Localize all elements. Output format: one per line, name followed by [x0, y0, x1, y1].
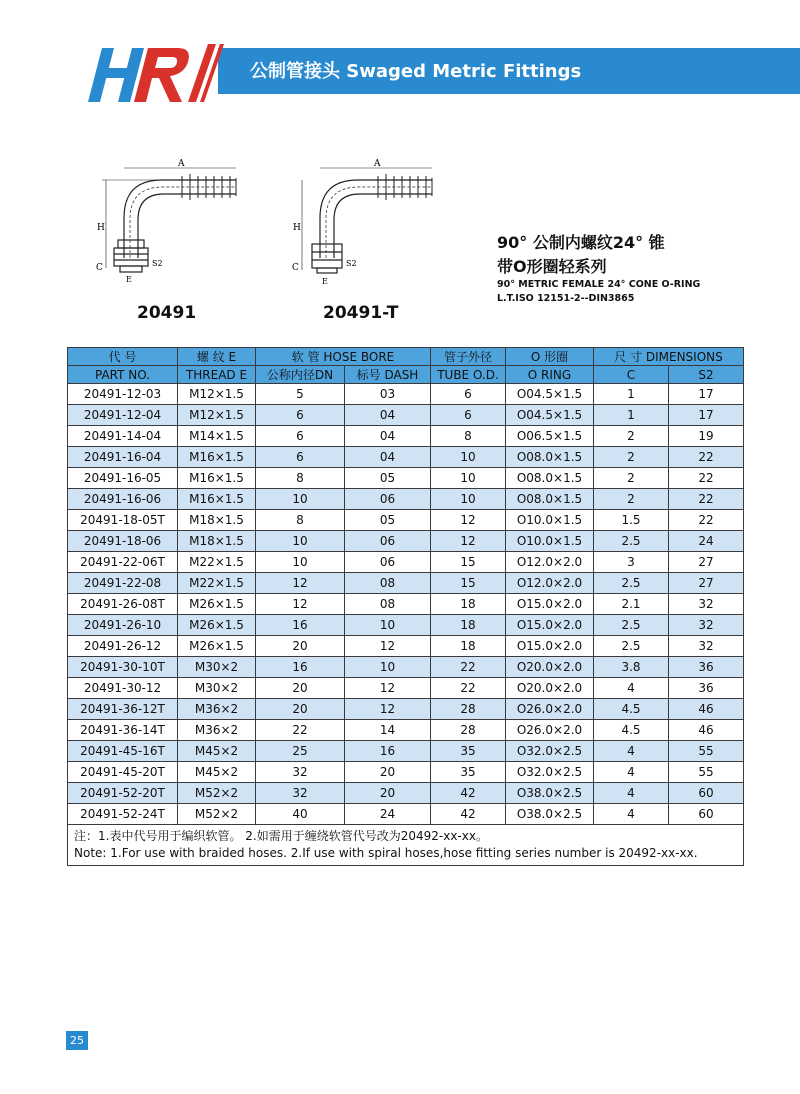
table-row: [68, 510, 744, 531]
cell-thread: M16×1.5: [178, 447, 256, 468]
cell-c: 2: [594, 468, 669, 489]
product-title-en-standard: L.T.ISO 12151-2--DIN3865: [497, 293, 635, 304]
cell-dn: 20: [256, 699, 345, 720]
cell-part-no: 20491-18-05T: [68, 510, 178, 531]
cell-part-no: 20491-26-10: [68, 615, 178, 636]
cell-dash: 08: [345, 573, 431, 594]
cell-tube-od: 35: [431, 762, 506, 783]
svg-text:C: C: [292, 263, 299, 273]
cell-dn: 5: [256, 384, 345, 405]
cell-oring: O32.0×2.5: [506, 741, 594, 762]
cell-thread: M52×2: [178, 804, 256, 825]
cell-thread: M26×1.5: [178, 594, 256, 615]
cell-tube-od: 22: [431, 657, 506, 678]
cell-dash: 04: [345, 405, 431, 426]
col-header-part-no: PART NO.: [68, 366, 178, 384]
cell-s2: 46: [669, 699, 744, 720]
cell-dn: 8: [256, 468, 345, 489]
cell-oring: O26.0×2.0: [506, 720, 594, 741]
col-header-hose-bore: 软 管 HOSE BORE: [256, 348, 431, 366]
cell-dash: 20: [345, 783, 431, 804]
cell-s2: 27: [669, 552, 744, 573]
svg-text:E: E: [126, 275, 132, 284]
cell-dash: 10: [345, 657, 431, 678]
table-body: [68, 384, 744, 825]
cell-oring: O15.0×2.0: [506, 594, 594, 615]
cell-dn: 6: [256, 447, 345, 468]
cell-thread: M30×2: [178, 657, 256, 678]
cell-dash: 24: [345, 804, 431, 825]
cell-oring: O04.5×1.5: [506, 384, 594, 405]
cell-c: 2: [594, 489, 669, 510]
cell-c: 2.5: [594, 615, 669, 636]
cell-s2: 22: [669, 468, 744, 489]
product-title-cn-line-2: 带O形圈轻系列: [497, 257, 607, 276]
cell-part-no: 20491-16-05: [68, 468, 178, 489]
cell-dash: 20: [345, 762, 431, 783]
cell-thread: M12×1.5: [178, 384, 256, 405]
cell-dn: 16: [256, 615, 345, 636]
cell-thread: M18×1.5: [178, 510, 256, 531]
cell-oring: O10.0×1.5: [506, 510, 594, 531]
product-title-en-line-1: 90° METRIC FEMALE 24° CONE O-RING: [497, 279, 701, 290]
hr-logo-icon: [84, 38, 224, 104]
cell-tube-od: 18: [431, 594, 506, 615]
cell-c: 3.8: [594, 657, 669, 678]
cell-c: 2.1: [594, 594, 669, 615]
cell-oring: O06.5×1.5: [506, 426, 594, 447]
cell-s2: 24: [669, 531, 744, 552]
cell-part-no: 20491-12-03: [68, 384, 178, 405]
cell-s2: 22: [669, 489, 744, 510]
cell-thread: M36×2: [178, 720, 256, 741]
cell-part-no: 20491-14-04: [68, 426, 178, 447]
product-title-cn-line-1: 90° 公制内螺纹24° 锥: [497, 233, 665, 252]
col-header-dn: 公称内径DN: [256, 366, 345, 384]
cell-dn: 16: [256, 657, 345, 678]
cell-part-no: 20491-52-24T: [68, 804, 178, 825]
cell-s2: 22: [669, 447, 744, 468]
table-row: [68, 720, 744, 741]
cell-oring: O26.0×2.0: [506, 699, 594, 720]
cell-thread: M16×1.5: [178, 489, 256, 510]
col-header-part-cn: 代 号: [68, 348, 178, 366]
cell-part-no: 20491-22-06T: [68, 552, 178, 573]
cell-dn: 10: [256, 489, 345, 510]
cell-tube-od: 28: [431, 720, 506, 741]
cell-part-no: 20491-45-16T: [68, 741, 178, 762]
cell-tube-od: 6: [431, 384, 506, 405]
table-row: [68, 762, 744, 783]
cell-dash: 08: [345, 594, 431, 615]
cell-oring: O12.0×2.0: [506, 552, 594, 573]
col-header-oring: O RING: [506, 366, 594, 384]
cell-dash: 05: [345, 468, 431, 489]
cell-dash: 05: [345, 510, 431, 531]
table-row: [68, 405, 744, 426]
cell-dn: 12: [256, 594, 345, 615]
cell-s2: 32: [669, 636, 744, 657]
cell-s2: 55: [669, 762, 744, 783]
svg-text:H: H: [97, 223, 105, 233]
cell-s2: 60: [669, 804, 744, 825]
cell-tube-od: 12: [431, 510, 506, 531]
cell-part-no: 20491-22-08: [68, 573, 178, 594]
table-row: [68, 678, 744, 699]
cell-dn: 22: [256, 720, 345, 741]
cell-tube-od: 8: [431, 426, 506, 447]
cell-tube-od: 18: [431, 636, 506, 657]
cell-part-no: 20491-30-12: [68, 678, 178, 699]
svg-text:E: E: [322, 277, 328, 286]
cell-thread: M12×1.5: [178, 405, 256, 426]
cell-s2: 17: [669, 405, 744, 426]
cell-c: 4: [594, 678, 669, 699]
cell-tube-od: 42: [431, 804, 506, 825]
col-header-c: C: [594, 366, 669, 384]
cell-part-no: 20491-52-20T: [68, 783, 178, 804]
table-header-row: [68, 348, 744, 366]
cell-dash: 12: [345, 699, 431, 720]
cell-tube-od: 10: [431, 489, 506, 510]
table-row: [68, 741, 744, 762]
cell-oring: O08.0×1.5: [506, 468, 594, 489]
cell-oring: O08.0×1.5: [506, 489, 594, 510]
col-header-tube-cn: 管子外径: [431, 348, 506, 366]
cell-oring: O15.0×2.0: [506, 615, 594, 636]
cell-tube-od: 6: [431, 405, 506, 426]
cell-c: 4: [594, 762, 669, 783]
table-row: [68, 489, 744, 510]
cell-thread: M18×1.5: [178, 531, 256, 552]
cell-tube-od: 12: [431, 531, 506, 552]
cell-c: 4: [594, 741, 669, 762]
table-row: [68, 699, 744, 720]
cell-s2: 27: [669, 573, 744, 594]
svg-text:A: A: [374, 159, 381, 169]
page-number: 25: [66, 1031, 88, 1050]
cell-dn: 8: [256, 510, 345, 531]
cell-oring: O20.0×2.0: [506, 657, 594, 678]
cell-tube-od: 10: [431, 447, 506, 468]
cell-s2: 32: [669, 594, 744, 615]
table-row: [68, 468, 744, 489]
table-row: [68, 552, 744, 573]
cell-thread: M26×1.5: [178, 615, 256, 636]
svg-text:H: H: [293, 223, 301, 233]
elbow-fitting-drawing-icon: [282, 158, 452, 298]
cell-c: 1: [594, 405, 669, 426]
cell-oring: O20.0×2.0: [506, 678, 594, 699]
col-header-thread: THREAD E: [178, 366, 256, 384]
cell-part-no: 20491-16-04: [68, 447, 178, 468]
cell-dash: 06: [345, 489, 431, 510]
cell-tube-od: 10: [431, 468, 506, 489]
cell-c: 4.5: [594, 699, 669, 720]
table-row: [68, 636, 744, 657]
cell-dn: 32: [256, 783, 345, 804]
cell-s2: 46: [669, 720, 744, 741]
elbow-fitting-drawing-icon: [86, 158, 256, 298]
cell-tube-od: 15: [431, 552, 506, 573]
note-en: Note: 1.For use with braided hoses. 2.If use with spiral hoses,hose fitting series number is 20492-xx-xx.: [74, 846, 698, 860]
cell-thread: M36×2: [178, 699, 256, 720]
cell-c: 4: [594, 804, 669, 825]
page-header-title: 公制管接头 Swaged Metric Fittings: [250, 61, 582, 82]
cell-thread: M45×2: [178, 741, 256, 762]
cell-part-no: 20491-36-12T: [68, 699, 178, 720]
table-header-row: [68, 366, 744, 384]
col-header-tube-od: TUBE O.D.: [431, 366, 506, 384]
cell-c: 4.5: [594, 720, 669, 741]
cell-c: 2.5: [594, 531, 669, 552]
svg-text:A: A: [178, 159, 185, 169]
cell-part-no: 20491-12-04: [68, 405, 178, 426]
cell-c: 2.5: [594, 636, 669, 657]
cell-thread: M16×1.5: [178, 468, 256, 489]
cell-c: 4: [594, 783, 669, 804]
model-label-20491-t: 20491-T: [323, 303, 399, 323]
cell-part-no: 20491-16-06: [68, 489, 178, 510]
cell-thread: M14×1.5: [178, 426, 256, 447]
cell-oring: O32.0×2.5: [506, 762, 594, 783]
cell-dn: 10: [256, 531, 345, 552]
col-header-oring-cn: O 形圈: [506, 348, 594, 366]
table-row: [68, 657, 744, 678]
cell-dash: 12: [345, 636, 431, 657]
cell-dash: 03: [345, 384, 431, 405]
cell-c: 2: [594, 426, 669, 447]
cell-dash: 04: [345, 447, 431, 468]
cell-oring: O38.0×2.5: [506, 804, 594, 825]
cell-s2: 22: [669, 510, 744, 531]
cell-dash: 16: [345, 741, 431, 762]
cell-tube-od: 28: [431, 699, 506, 720]
cell-thread: M30×2: [178, 678, 256, 699]
cell-tube-od: 35: [431, 741, 506, 762]
cell-dn: 32: [256, 762, 345, 783]
table-note: [68, 825, 744, 866]
table-row: [68, 573, 744, 594]
spec-table: [67, 347, 744, 866]
cell-c: 1.5: [594, 510, 669, 531]
table-row: [68, 804, 744, 825]
col-header-thread-cn: 螺 纹 E: [178, 348, 256, 366]
cell-tube-od: 15: [431, 573, 506, 594]
svg-text:C: C: [96, 263, 103, 273]
cell-tube-od: 22: [431, 678, 506, 699]
svg-text:S2: S2: [152, 259, 163, 268]
cell-oring: O10.0×1.5: [506, 531, 594, 552]
col-header-s2: S2: [669, 366, 744, 384]
note-cn: 注：1.表中代号用于编织软管。 2.如需用于缠绕软管代号改为20492-xx-xx。: [74, 829, 488, 843]
col-header-dimensions: 尺 寸 DIMENSIONS: [594, 348, 744, 366]
cell-dn: 6: [256, 426, 345, 447]
cell-s2: 32: [669, 615, 744, 636]
svg-text:S2: S2: [346, 259, 357, 268]
cell-thread: M26×1.5: [178, 636, 256, 657]
col-header-dash: 标号 DASH: [345, 366, 431, 384]
cell-part-no: 20491-26-08T: [68, 594, 178, 615]
cell-part-no: 20491-26-12: [68, 636, 178, 657]
cell-dn: 40: [256, 804, 345, 825]
cell-oring: O15.0×2.0: [506, 636, 594, 657]
cell-dn: 20: [256, 636, 345, 657]
cell-dn: 20: [256, 678, 345, 699]
cell-dash: 14: [345, 720, 431, 741]
cell-part-no: 20491-18-06: [68, 531, 178, 552]
cell-thread: M22×1.5: [178, 552, 256, 573]
cell-c: 3: [594, 552, 669, 573]
cell-oring: O12.0×2.0: [506, 573, 594, 594]
cell-thread: M52×2: [178, 783, 256, 804]
cell-s2: 55: [669, 741, 744, 762]
cell-thread: M45×2: [178, 762, 256, 783]
cell-tube-od: 42: [431, 783, 506, 804]
cell-c: 1: [594, 384, 669, 405]
model-label-20491: 20491: [137, 303, 197, 323]
cell-oring: O04.5×1.5: [506, 405, 594, 426]
cell-c: 2.5: [594, 573, 669, 594]
cell-dash: 12: [345, 678, 431, 699]
cell-dn: 6: [256, 405, 345, 426]
cell-part-no: 20491-36-14T: [68, 720, 178, 741]
cell-dn: 12: [256, 573, 345, 594]
table-row: [68, 384, 744, 405]
cell-dn: 10: [256, 552, 345, 573]
cell-dash: 06: [345, 552, 431, 573]
cell-s2: 60: [669, 783, 744, 804]
cell-dash: 04: [345, 426, 431, 447]
table-row: [68, 594, 744, 615]
cell-oring: O08.0×1.5: [506, 447, 594, 468]
cell-dash: 10: [345, 615, 431, 636]
table-note-row: [68, 825, 744, 866]
cell-s2: 36: [669, 657, 744, 678]
cell-s2: 17: [669, 384, 744, 405]
table-row: [68, 615, 744, 636]
cell-dn: 25: [256, 741, 345, 762]
table-row: [68, 447, 744, 468]
table-row: [68, 783, 744, 804]
table-row: [68, 426, 744, 447]
cell-s2: 19: [669, 426, 744, 447]
cell-s2: 36: [669, 678, 744, 699]
cell-oring: O38.0×2.5: [506, 783, 594, 804]
cell-thread: M22×1.5: [178, 573, 256, 594]
cell-dash: 06: [345, 531, 431, 552]
table-row: [68, 531, 744, 552]
cell-c: 2: [594, 447, 669, 468]
cell-part-no: 20491-30-10T: [68, 657, 178, 678]
cell-part-no: 20491-45-20T: [68, 762, 178, 783]
cell-tube-od: 18: [431, 615, 506, 636]
